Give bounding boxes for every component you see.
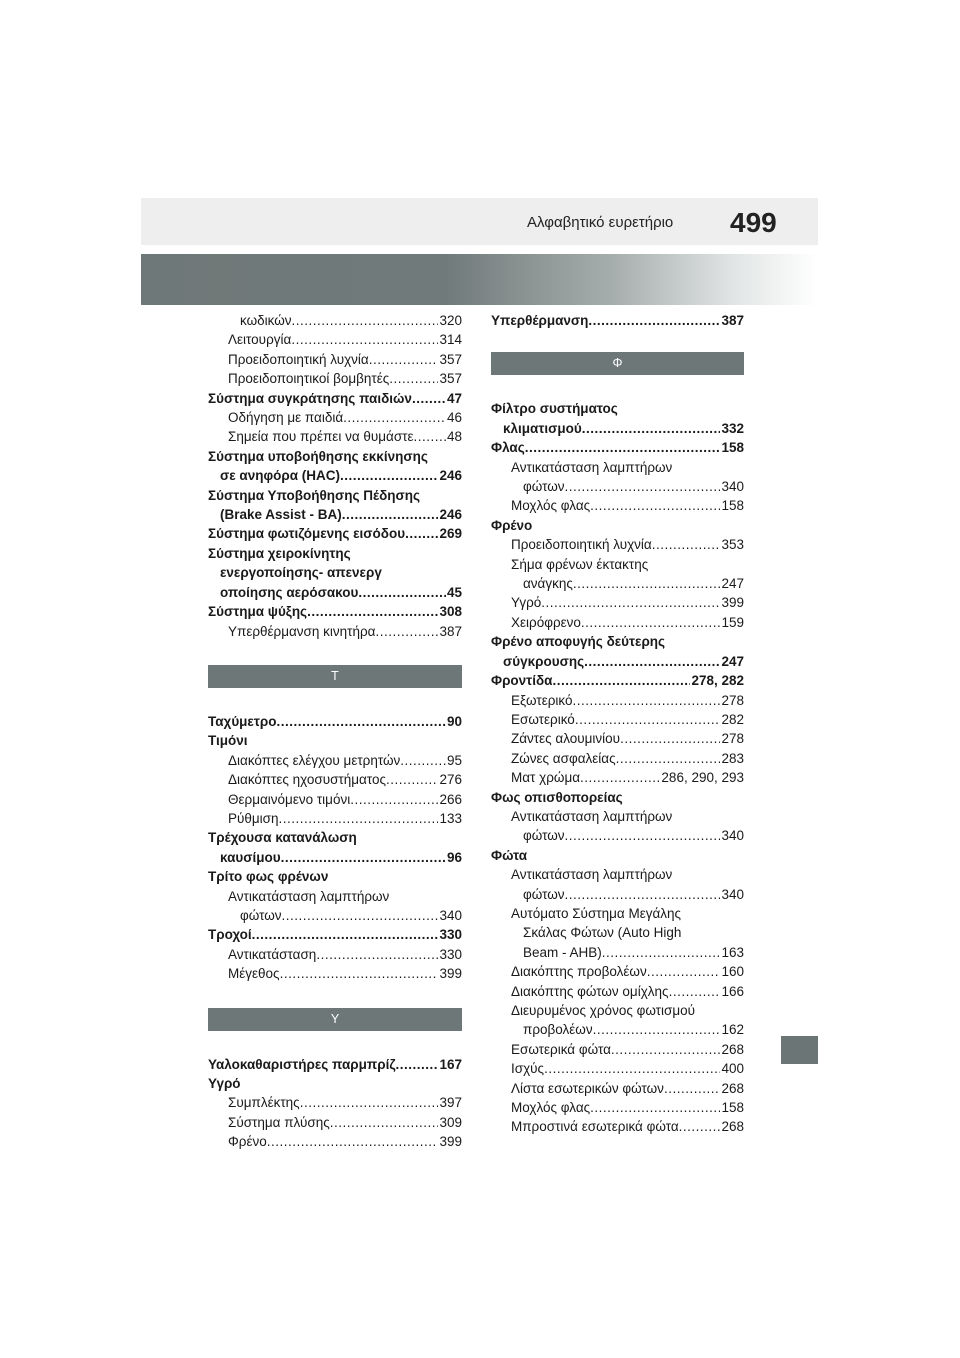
index-entry: Σήμα φρένων έκτακτης bbox=[511, 556, 649, 572]
index-entry bbox=[208, 1055, 462, 1074]
index-entry: Σύστημα υποβοήθησης εκκίνησης bbox=[208, 448, 428, 464]
entry-term: κωδικών bbox=[240, 313, 292, 328]
index-entry: Τρίτο φως φρένων bbox=[208, 869, 329, 885]
entry-page-number: 247 bbox=[721, 653, 744, 669]
page-number: 499 bbox=[730, 207, 777, 238]
index-entry bbox=[208, 408, 462, 427]
entry-term: Προειδοποιητική λυχνία bbox=[511, 537, 652, 553]
entry-page-number: 162 bbox=[721, 1022, 744, 1038]
index-entry: Αντικατάσταση λαμπτήρων bbox=[511, 808, 673, 824]
dot-leader bbox=[386, 770, 438, 789]
entry-term: φώτων bbox=[523, 479, 565, 495]
entry-term: Υπερθέρμανση bbox=[491, 313, 589, 328]
entry-term: Συμπλέκτης bbox=[228, 1095, 300, 1111]
entry-term: (Brake Assist - BA) bbox=[220, 507, 342, 523]
entry-term: Εσωτερικό bbox=[511, 711, 575, 727]
entry-page-number: 282 bbox=[721, 711, 744, 727]
index-column-right bbox=[491, 311, 744, 1137]
entry-term: Φρένο bbox=[228, 1134, 267, 1150]
index-entry bbox=[491, 1059, 744, 1078]
index-entry bbox=[208, 350, 462, 369]
entry-term: οποίησης αερόσακου bbox=[220, 584, 359, 600]
dot-leader bbox=[279, 809, 439, 828]
entry-term: Ζάντες αλουμινίου bbox=[511, 731, 621, 747]
index-entry bbox=[491, 574, 744, 593]
entry-page-number: 399 bbox=[721, 595, 744, 611]
dot-leader bbox=[581, 613, 721, 632]
dot-leader bbox=[602, 943, 721, 962]
entry-page-number: 96 bbox=[446, 849, 462, 865]
entry-page-number: 399 bbox=[439, 1134, 462, 1150]
entry-page-number: 166 bbox=[721, 983, 744, 999]
entry-page-number: 158 bbox=[721, 1100, 744, 1116]
dot-leader bbox=[280, 964, 439, 983]
dot-leader bbox=[330, 1113, 439, 1132]
index-entry bbox=[491, 593, 744, 612]
entry-term: Τροχοί bbox=[208, 927, 252, 943]
dot-leader bbox=[300, 1093, 439, 1112]
letter-header: Φ bbox=[491, 352, 744, 375]
dot-leader bbox=[358, 583, 446, 602]
entry-page-number: 340 bbox=[721, 886, 744, 902]
dot-leader bbox=[282, 906, 439, 925]
dot-leader bbox=[565, 885, 721, 904]
index-entry bbox=[208, 311, 462, 330]
entry-page-number: 357 bbox=[439, 371, 462, 387]
entry-page-number: 309 bbox=[439, 1114, 462, 1130]
dot-leader bbox=[616, 749, 721, 768]
index-entry bbox=[491, 535, 744, 554]
letter-header: Τ bbox=[208, 665, 462, 688]
index-entry bbox=[491, 671, 744, 690]
index-entry: Φώτα bbox=[491, 847, 528, 863]
entry-term: Εσωτερικά φώτα bbox=[511, 1041, 611, 1057]
entry-term: Λειτουργία bbox=[228, 332, 292, 348]
index-entry bbox=[491, 943, 744, 962]
index-entry bbox=[491, 729, 744, 748]
index-entry bbox=[491, 438, 744, 457]
index-entry bbox=[491, 982, 744, 1001]
dot-leader bbox=[343, 408, 446, 427]
index-entry bbox=[208, 790, 462, 809]
dot-leader bbox=[588, 311, 720, 330]
entry-term: Σύστημα φωτιζόμενης εισόδου bbox=[208, 526, 406, 542]
index-entry bbox=[491, 477, 744, 496]
entry-page-number: 332 bbox=[721, 420, 744, 436]
index-entry bbox=[208, 770, 462, 789]
entry-page-number: 167 bbox=[439, 1056, 462, 1072]
entry-page-number: 314 bbox=[439, 332, 462, 348]
entry-term: Ζώνες ασφαλείας bbox=[511, 750, 616, 766]
entry-term: φώτων bbox=[523, 828, 565, 844]
index-entry bbox=[208, 622, 462, 641]
entry-page-number: 340 bbox=[721, 479, 744, 495]
index-entry bbox=[208, 466, 462, 485]
entry-term: Ματ χρώμα bbox=[511, 770, 581, 786]
entry-page-number: 353 bbox=[721, 537, 744, 553]
entry-page-number: 278, 282 bbox=[691, 673, 744, 689]
section-title: Αλφαβητικό ευρετήριο bbox=[527, 214, 674, 231]
index-entry bbox=[208, 1113, 462, 1132]
dot-leader bbox=[276, 712, 446, 731]
entry-term: Αντικατάσταση bbox=[228, 946, 317, 962]
entry-page-number: 340 bbox=[439, 907, 462, 923]
index-entry bbox=[208, 809, 462, 828]
entry-page-number: 133 bbox=[439, 810, 462, 826]
index-entry bbox=[491, 749, 744, 768]
entry-term: Διακόπτες ελέγχου μετρητών bbox=[228, 752, 401, 768]
index-entry bbox=[208, 712, 462, 731]
index-entry: Σκάλας Φώτων (Auto High bbox=[523, 925, 682, 941]
index-entry bbox=[491, 1098, 744, 1117]
index-entry bbox=[491, 710, 744, 729]
dot-leader bbox=[369, 350, 439, 369]
index-entry bbox=[491, 1117, 744, 1136]
entry-page-number: 160 bbox=[721, 964, 744, 980]
entry-page-number: 320 bbox=[439, 313, 462, 328]
entry-page-number: 158 bbox=[721, 498, 744, 514]
index-entry bbox=[491, 311, 744, 330]
dot-leader bbox=[590, 1098, 720, 1117]
entry-page-number: 47 bbox=[446, 390, 462, 406]
entry-term: Μέγεθος bbox=[228, 966, 280, 982]
index-entry bbox=[208, 925, 462, 944]
dot-leader bbox=[580, 768, 660, 787]
index-entry bbox=[491, 419, 744, 438]
entry-term: κλιματισμού bbox=[503, 420, 582, 436]
dot-leader bbox=[573, 691, 721, 710]
index-entry: Φρένο bbox=[491, 517, 533, 533]
index-entry: Τιμόνι bbox=[208, 733, 248, 749]
entry-term: προβολέων bbox=[523, 1022, 593, 1038]
index-entry bbox=[208, 964, 462, 983]
entry-page-number: 269 bbox=[439, 526, 462, 542]
entry-term: Προειδοποιητική λυχνία bbox=[228, 351, 369, 367]
dot-leader bbox=[414, 427, 446, 446]
entry-page-number: 330 bbox=[439, 927, 462, 943]
entry-page-number: 268 bbox=[721, 1041, 744, 1057]
entry-page-number: 357 bbox=[439, 351, 462, 367]
entry-page-number: 95 bbox=[446, 752, 462, 768]
decorative-band bbox=[141, 254, 818, 305]
entry-term: Μοχλός φλας bbox=[511, 498, 591, 514]
entry-term: φώτων bbox=[523, 886, 565, 902]
entry-page-number: 308 bbox=[439, 604, 462, 620]
index-entry bbox=[491, 496, 744, 515]
entry-page-number: 397 bbox=[439, 1095, 462, 1111]
index-entry bbox=[208, 1132, 462, 1151]
entry-term: Υγρό bbox=[511, 595, 542, 611]
index-entry bbox=[208, 602, 462, 621]
entry-term: Εξωτερικό bbox=[511, 692, 573, 708]
entry-term: καυσίμου bbox=[220, 849, 281, 865]
entry-page-number: 330 bbox=[439, 946, 462, 962]
entry-term: Ρύθμιση bbox=[228, 810, 279, 826]
dot-leader bbox=[541, 593, 720, 612]
index-entry: Αντικατάσταση λαμπτήρων bbox=[228, 888, 390, 904]
entry-page-number: 387 bbox=[439, 623, 462, 639]
dot-leader bbox=[400, 751, 446, 770]
index-entry bbox=[491, 885, 744, 904]
entry-page-number: 246 bbox=[439, 507, 462, 523]
index-entry bbox=[491, 1020, 744, 1039]
index-entry: Υγρό bbox=[208, 1076, 241, 1091]
dot-leader bbox=[582, 419, 721, 438]
entry-term: σύγκρουσης bbox=[503, 653, 585, 669]
dot-leader bbox=[593, 1020, 721, 1039]
entry-page-number: 278 bbox=[721, 731, 744, 747]
dot-leader bbox=[525, 438, 721, 457]
index-entry bbox=[208, 945, 462, 964]
entry-term: Προειδοποιητικοί βομβητές bbox=[228, 371, 390, 387]
entry-page-number: 158 bbox=[721, 440, 744, 456]
dot-leader bbox=[292, 311, 439, 330]
letter-header: Υ bbox=[208, 1008, 462, 1031]
entry-term: Μπροστινά εσωτερικά φώτα bbox=[511, 1119, 679, 1135]
entry-term: Υαλοκαθαριστήρες παρμπρίζ bbox=[208, 1056, 396, 1072]
index-entry bbox=[208, 369, 462, 388]
entry-page-number: 48 bbox=[446, 429, 462, 445]
entry-term: Beam - AHB) bbox=[523, 944, 602, 960]
entry-page-number: 163 bbox=[721, 944, 744, 960]
index-entry bbox=[208, 330, 462, 349]
dot-leader bbox=[342, 505, 439, 524]
entry-term: Διακόπτες ηχοσυστήματος bbox=[228, 772, 387, 788]
entry-term: Υπερθέρμανση κινητήρα bbox=[228, 623, 376, 639]
index-entry: Αντικατάσταση λαμπτήρων bbox=[511, 459, 673, 475]
index-entry bbox=[208, 505, 462, 524]
entry-page-number: 340 bbox=[721, 828, 744, 844]
index-entry: Φίλτρο συστήματος bbox=[491, 401, 618, 417]
index-column-left bbox=[208, 311, 462, 1152]
index-entry bbox=[208, 583, 462, 602]
index-entry: Σύστημα χειροκίνητης bbox=[208, 545, 351, 561]
entry-page-number: 399 bbox=[439, 966, 462, 982]
entry-page-number: 46 bbox=[446, 410, 462, 426]
dot-leader bbox=[396, 1055, 439, 1074]
entry-page-number: 90 bbox=[446, 713, 462, 729]
entry-page-number: 268 bbox=[721, 1119, 744, 1135]
entry-term: φώτων bbox=[240, 907, 282, 923]
dot-leader bbox=[316, 945, 438, 964]
dot-leader bbox=[281, 848, 446, 867]
index-entry bbox=[491, 768, 744, 787]
index-entry bbox=[491, 691, 744, 710]
entry-page-number: 159 bbox=[721, 614, 744, 630]
entry-term: Σύστημα συγκράτησης παιδιών bbox=[208, 390, 412, 406]
index-entry bbox=[491, 613, 744, 632]
index-entry bbox=[208, 389, 462, 408]
index-entry: Διευρυμένος χρόνος φωτισμού bbox=[511, 1003, 696, 1018]
entry-term: Ταχύμετρο bbox=[208, 713, 277, 729]
index-entry: Φως οπισθοπορείας bbox=[491, 789, 623, 805]
dot-leader bbox=[611, 1040, 721, 1059]
dot-leader bbox=[590, 496, 720, 515]
dot-leader bbox=[679, 1117, 721, 1136]
index-entry: Αντικατάσταση λαμπτήρων bbox=[511, 867, 673, 883]
header-band bbox=[141, 198, 818, 245]
dot-leader bbox=[307, 602, 438, 621]
index-entry: ενεργοποίησης- απενεργ bbox=[220, 565, 382, 581]
entry-page-number: 286, 290, 293 bbox=[661, 770, 744, 786]
dot-leader bbox=[267, 1132, 439, 1151]
entry-term: Φροντίδα bbox=[491, 673, 553, 689]
index-entry bbox=[208, 751, 462, 770]
index-entry bbox=[208, 906, 462, 925]
entry-page-number: 247 bbox=[721, 576, 744, 592]
entry-page-number: 276 bbox=[439, 772, 462, 788]
dot-leader bbox=[412, 389, 446, 408]
entry-term: Λίστα εσωτερικών φώτων bbox=[511, 1080, 664, 1096]
dot-leader bbox=[252, 925, 439, 944]
index-entry: Σύστημα Υποβοήθησης Πέδησης bbox=[208, 487, 421, 503]
thumb-index-tab bbox=[781, 1036, 818, 1064]
dot-leader bbox=[405, 524, 438, 543]
dot-leader bbox=[340, 466, 438, 485]
entry-term: Φλας bbox=[491, 440, 525, 456]
index-entry bbox=[491, 652, 744, 671]
entry-term: ανάγκης bbox=[523, 576, 573, 592]
entry-page-number: 278 bbox=[721, 692, 744, 708]
dot-leader bbox=[573, 574, 721, 593]
entry-term: Θερμαινόμενο τιμόνι bbox=[228, 791, 351, 807]
entry-term: Σύστημα ψύξης bbox=[208, 604, 308, 620]
index-entry bbox=[491, 826, 744, 845]
entry-term: Οδήγηση με παιδιά bbox=[228, 410, 344, 426]
entry-page-number: 268 bbox=[721, 1080, 744, 1096]
index-entry bbox=[491, 1040, 744, 1059]
dot-leader bbox=[647, 962, 721, 981]
dot-leader bbox=[652, 535, 721, 554]
index-entry: Αυτόματο Σύστημα Μεγάλης bbox=[511, 905, 682, 921]
dot-leader bbox=[350, 790, 438, 809]
entry-term: Σύστημα πλύσης bbox=[228, 1114, 330, 1130]
entry-page-number: 387 bbox=[721, 313, 744, 328]
dot-leader bbox=[389, 369, 438, 388]
entry-page-number: 283 bbox=[721, 750, 744, 766]
index-entry bbox=[491, 1079, 744, 1098]
index-entry bbox=[491, 962, 744, 981]
entry-page-number: 246 bbox=[439, 468, 462, 484]
dot-leader bbox=[669, 982, 721, 1001]
entry-term: Διακόπτης φώτων ομίχλης bbox=[511, 983, 669, 999]
dot-leader bbox=[552, 671, 690, 690]
entry-term: Ισχύς bbox=[511, 1061, 545, 1077]
dot-leader bbox=[565, 826, 721, 845]
dot-leader bbox=[584, 652, 720, 671]
entry-page-number: 266 bbox=[439, 791, 462, 807]
index-entry bbox=[208, 848, 462, 867]
dot-leader bbox=[375, 622, 438, 641]
dot-leader bbox=[620, 729, 720, 748]
entry-term: Χειρόφρενο bbox=[511, 614, 581, 630]
entry-term: Σημεία που πρέπει να θυμάστε bbox=[228, 429, 414, 445]
entry-term: Διακόπτης προβολέων bbox=[511, 964, 647, 980]
entry-page-number: 45 bbox=[446, 584, 462, 600]
entry-term: σε ανηφόρα (HAC) bbox=[220, 468, 340, 484]
index-entry: Τρέχουσα κατανάλωση bbox=[208, 830, 357, 846]
dot-leader bbox=[664, 1079, 721, 1098]
dot-leader bbox=[544, 1059, 720, 1078]
index-entry bbox=[208, 427, 462, 446]
index-entry: Φρένο αποφυγής δεύτερης bbox=[491, 634, 666, 650]
entry-page-number: 400 bbox=[721, 1061, 744, 1077]
entry-term: Μοχλός φλας bbox=[511, 1100, 591, 1116]
dot-leader bbox=[291, 330, 438, 349]
dot-leader bbox=[575, 710, 721, 729]
index-entry bbox=[208, 524, 462, 543]
dot-leader bbox=[565, 477, 721, 496]
index-entry bbox=[208, 1093, 462, 1112]
